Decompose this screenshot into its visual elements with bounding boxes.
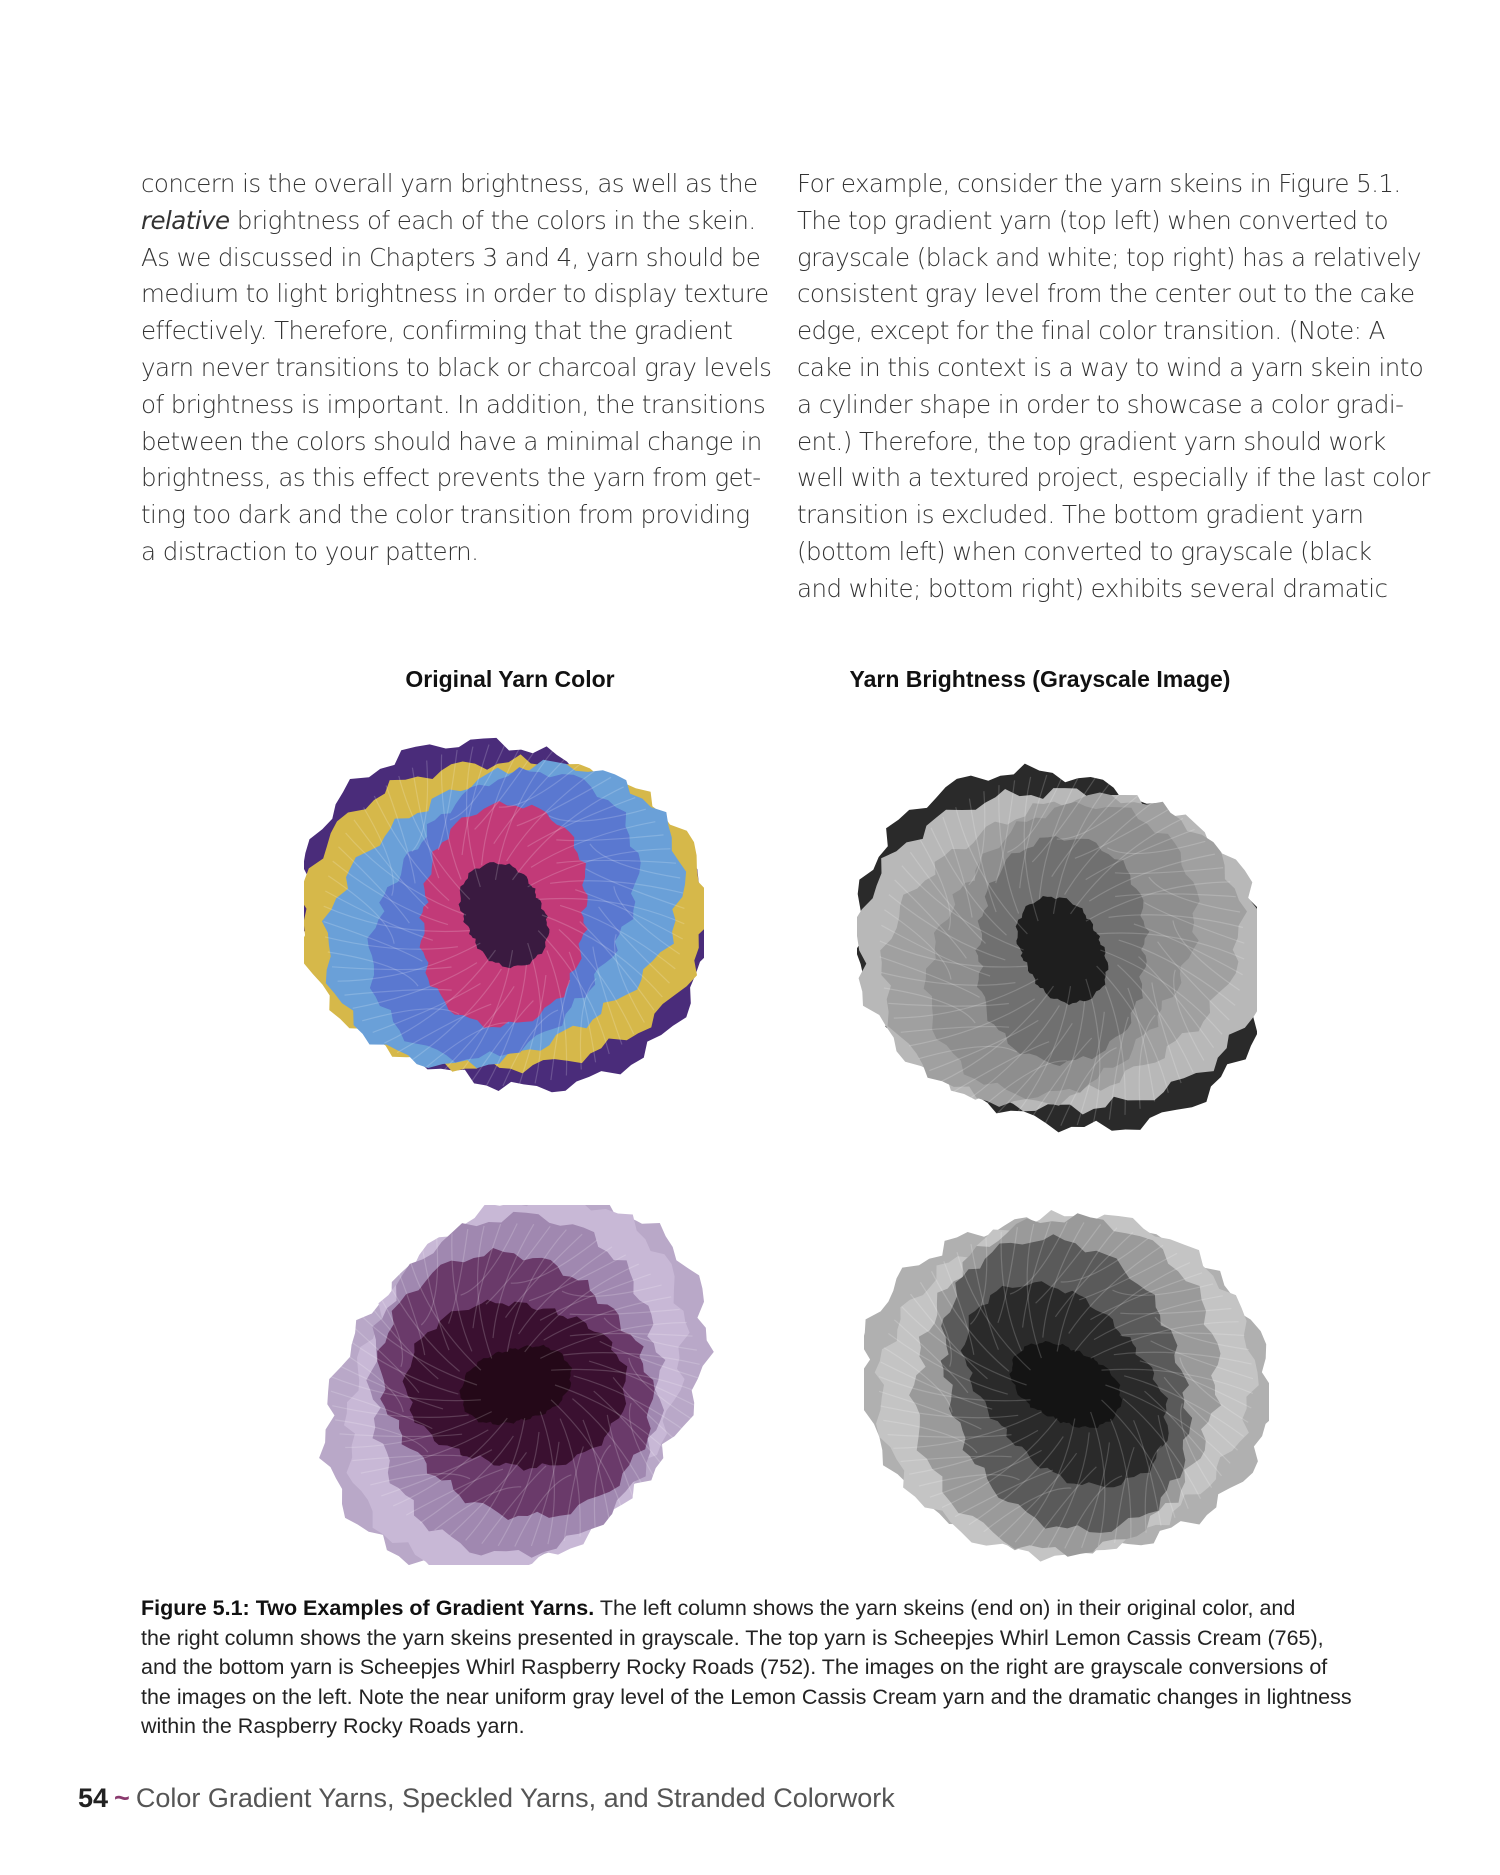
- figure-caption: [141, 1594, 1391, 1742]
- caption-line: and the bottom yarn is Scheepjes Whirl Raspberry Rocky Roads (752). The images on the right are grayscale conversions of: [141, 1655, 1328, 1679]
- paragraph-line: and white; bottom right) exhibits several dramatic: [797, 573, 1388, 603]
- paragraph-line: of brightness is important. In addition, the transitions: [141, 389, 766, 419]
- left-text-column: [141, 166, 772, 571]
- page-footer: [78, 1783, 895, 1814]
- figure-heading-original: Original Yarn Color: [405, 666, 615, 692]
- figure-heading-grayscale: Yarn Brightness (Grayscale Image): [849, 666, 1231, 692]
- caption-label: Figure 5.1: Two Examples of Gradient Yarns.: [141, 1596, 595, 1620]
- running-title: Color Gradient Yarns, Speckled Yarns, and Stranded Colorwork: [135, 1783, 895, 1813]
- paragraph-line: a distraction to your pattern.: [141, 536, 479, 566]
- top-right-skein-image: [857, 755, 1257, 1145]
- caption-text: The left column shows the yarn skeins (end on) in their original color, and: [594, 1596, 1296, 1620]
- paragraph-line: ting too dark and the color transition from providing: [141, 500, 750, 530]
- paragraph-line: For example, consider the yarn skeins in Figure 5.1.: [797, 169, 1401, 198]
- paragraph-line: grayscale (black and white; top right) has a relatively: [797, 242, 1421, 272]
- paragraph-line: ent.) Therefore, the top gradient yarn should work: [797, 426, 1386, 456]
- paragraph-line-rest: brightness of each of the colors in the skein.: [236, 205, 756, 235]
- italic-word: relative: [141, 205, 230, 235]
- paragraph-line: between the colors should have a minimal change in: [141, 426, 762, 456]
- paragraph-line: well with a textured project, especially if the last color: [797, 463, 1430, 493]
- caption-line: the images on the left. Note the near uniform gray level of the Lemon Cassis Cream yarn and the dramatic changes in lightness: [141, 1684, 1352, 1709]
- paragraph-line: transition is excluded. The bottom gradient yarn: [797, 500, 1364, 530]
- bottom-left-skein-image: [316, 1205, 716, 1565]
- figure-5-1-images: [212, 710, 1392, 1565]
- paragraph-line: effectively. Therefore, confirming that the gradient: [141, 316, 733, 346]
- paragraph-line: cake in this context is a way to wind a yarn skein into: [797, 352, 1424, 382]
- caption-line: the right column shows the yarn skeins presented in grayscale. The top yarn is Scheepjes Whirl Lemon Cassis Cream (765),: [141, 1625, 1324, 1650]
- right-text-column: [797, 166, 1430, 608]
- page-number: 54: [78, 1783, 109, 1813]
- paragraph-line: [141, 203, 756, 240]
- paragraph-line: brightness, as this effect prevents the yarn from get-: [141, 463, 761, 493]
- paragraph-line: yarn never transitions to black or charcoal gray levels: [141, 352, 772, 382]
- caption-line: within the Raspberry Rocky Roads yarn.: [141, 1714, 525, 1738]
- paragraph-line: As we discussed in Chapters 3 and 4, yarn should be: [141, 242, 761, 272]
- paragraph-line: consistent gray level from the center out to the cake: [797, 279, 1415, 309]
- paragraph-line: The top gradient yarn (top left) when converted to: [797, 205, 1389, 235]
- paragraph-line: concern is the overall yarn brightness, as well as the: [141, 169, 758, 198]
- footer-separator: ~: [114, 1783, 130, 1813]
- bottom-right-skein-image: [864, 1205, 1269, 1565]
- paragraph-line: (bottom left) when converted to grayscale (black: [797, 536, 1372, 566]
- caption-line: [141, 1594, 1391, 1624]
- paragraph-line: edge, except for the final color transition. (Note: A: [797, 316, 1385, 346]
- top-left-skein-image: [304, 725, 704, 1110]
- paragraph-line: medium to light brightness in order to display texture: [141, 279, 769, 309]
- paragraph-line: a cylinder shape in order to showcase a color gradi-: [797, 389, 1404, 419]
